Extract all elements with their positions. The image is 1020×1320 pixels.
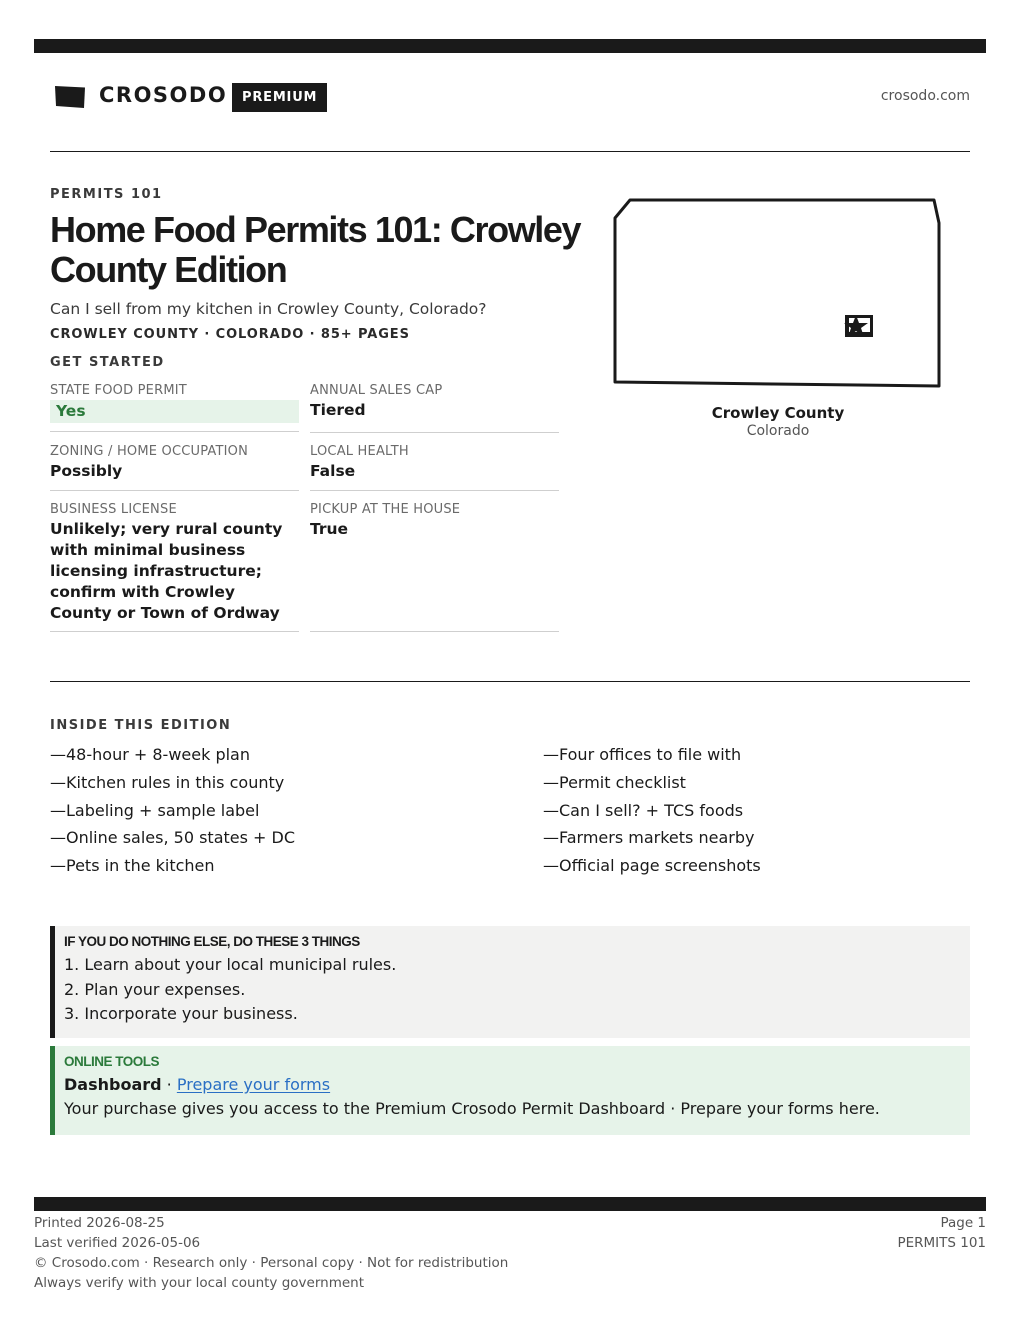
map-state-name: Colorado bbox=[746, 423, 810, 439]
step-item: 2. Plan your expenses. bbox=[64, 979, 246, 999]
page-title: Home Food Permits 101: Crowley County Edition bbox=[50, 209, 581, 290]
county-outline bbox=[615, 200, 939, 386]
steps-list bbox=[64, 954, 970, 1028]
footer-left bbox=[34, 1213, 508, 1293]
get-started-heading: GET STARTED bbox=[50, 355, 165, 370]
dashboard-label: Dashboard bbox=[64, 1075, 162, 1094]
fact-value: True bbox=[310, 520, 349, 538]
toc-item: —Online sales, 50 states + DC bbox=[50, 828, 296, 848]
star-marker-icon bbox=[844, 315, 873, 337]
fact-value: Unlikely; very rural county with minimal business licensing infrastructure; confirm with Crowley County or Town of Ordway bbox=[50, 520, 283, 622]
fact-state-food-permit bbox=[50, 383, 299, 432]
toc-item: —48-hour + 8-week plan bbox=[50, 745, 250, 764]
fact-label: BUSINESS LICENSE bbox=[50, 502, 177, 517]
bottom-bar bbox=[34, 1197, 986, 1211]
fact-local-health bbox=[310, 444, 559, 491]
toc-item: —Official page screenshots bbox=[543, 856, 761, 876]
page-subtitle: Can I sell from my kitchen in Crowley County, Colorado? bbox=[50, 300, 487, 318]
page-number: Page 1 bbox=[940, 1215, 986, 1231]
premium-badge: PREMIUM bbox=[232, 83, 327, 112]
online-tools-callout bbox=[50, 1046, 970, 1135]
header-divider bbox=[50, 151, 970, 152]
tools-title: ONLINE TOOLS bbox=[64, 1054, 160, 1069]
fact-label: ANNUAL SALES CAP bbox=[310, 383, 443, 398]
brand-name: CROSODO bbox=[99, 83, 228, 107]
fact-label: PICKUP AT THE HOUSE bbox=[310, 502, 461, 517]
toc-item: —Four offices to file with bbox=[543, 745, 742, 764]
fact-value: Tiered bbox=[310, 401, 366, 419]
fact-label: STATE FOOD PERMIT bbox=[50, 383, 187, 398]
toc-left bbox=[50, 743, 295, 882]
verified-date: Last verified 2026-05-06 bbox=[34, 1235, 201, 1251]
fact-label: LOCAL HEALTH bbox=[310, 444, 409, 459]
footer-section: PERMITS 101 bbox=[897, 1235, 986, 1251]
three-things-callout bbox=[50, 926, 970, 1038]
toc-item: —Pets in the kitchen bbox=[50, 856, 215, 876]
toc-right bbox=[543, 743, 761, 882]
fact-value: Possibly bbox=[50, 462, 123, 480]
fact-business-license bbox=[50, 502, 299, 632]
header bbox=[50, 78, 970, 118]
fact-label: ZONING / HOME OCCUPATION bbox=[50, 444, 249, 459]
toc-item: —Kitchen rules in this county bbox=[50, 772, 285, 792]
toc-item: —Permit checklist bbox=[543, 772, 686, 792]
top-bar bbox=[34, 39, 986, 53]
county-map bbox=[612, 197, 944, 390]
step-item: 3. Incorporate your business. bbox=[64, 1004, 298, 1023]
callout-title: IF YOU DO NOTHING ELSE, DO THESE 3 THINGS bbox=[64, 934, 360, 949]
footer-right bbox=[897, 1213, 986, 1253]
colorado-logo-icon bbox=[54, 85, 86, 109]
toc-item: —Labeling + sample label bbox=[50, 800, 260, 820]
site-url[interactable]: crosodo.com bbox=[880, 88, 970, 104]
fact-pickup bbox=[310, 502, 559, 632]
eyebrow: PERMITS 101 bbox=[50, 187, 163, 202]
map-caption bbox=[612, 404, 944, 439]
fact-annual-sales-cap bbox=[310, 383, 559, 433]
step-item: 1. Learn about your local municipal rules. bbox=[64, 955, 397, 974]
inside-heading: INSIDE THIS EDITION bbox=[50, 718, 232, 733]
section-divider bbox=[50, 681, 970, 682]
prepare-forms-link[interactable]: Prepare your forms bbox=[176, 1075, 331, 1094]
fact-value: Yes bbox=[50, 400, 299, 423]
map-county-name: Crowley County bbox=[711, 404, 845, 422]
verify-note: Always verify with your local county government bbox=[34, 1275, 364, 1291]
fact-zoning bbox=[50, 444, 299, 491]
tools-description: Your purchase gives you access to the Premium Crosodo Permit Dashboard · Prepare your forms here. bbox=[64, 1099, 880, 1118]
dashboard-line bbox=[64, 1075, 970, 1094]
toc-item: —Can I sell? + TCS foods bbox=[543, 800, 744, 820]
printed-date: Printed 2026-08-25 bbox=[34, 1215, 165, 1231]
fact-value: False bbox=[310, 462, 356, 480]
separator: · bbox=[161, 1075, 177, 1094]
copyright: © Crosodo.com · Research only · Personal copy · Not for redistribution bbox=[34, 1255, 509, 1271]
toc-item: —Farmers markets nearby bbox=[543, 828, 755, 848]
edition-meta: CROWLEY COUNTY · COLORADO · 85+ PAGES bbox=[50, 327, 410, 342]
